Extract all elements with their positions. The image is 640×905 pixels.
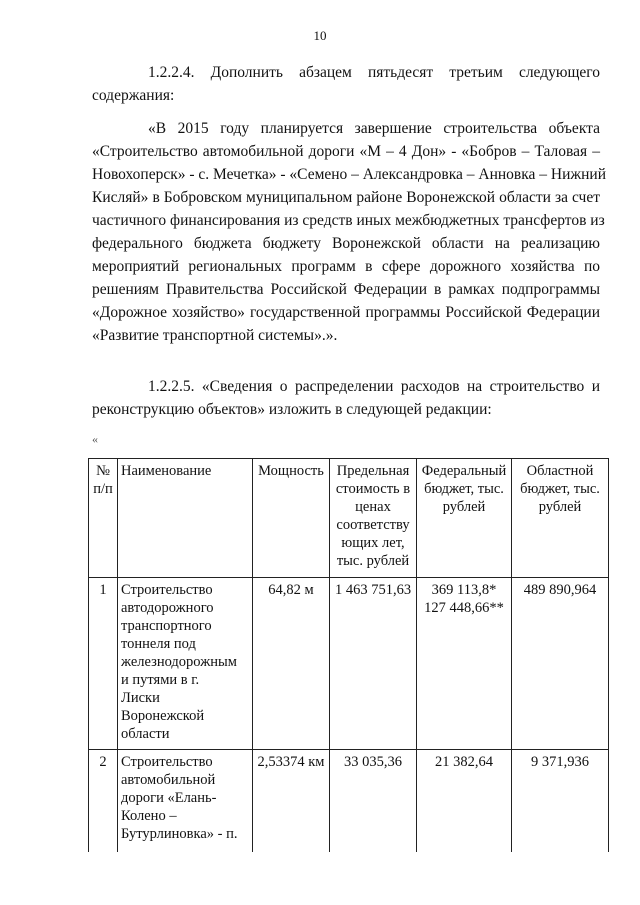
header-price: Предельная стоимость в ценах соответству ющих лет, тыс. рублей: [330, 459, 417, 578]
text-line: «В 2015 году планируется завершение строительства объекта: [148, 120, 600, 137]
text-line: 1.2.2.4. Дополнить абзацем пятьдесят третьим следующего: [148, 64, 600, 81]
open-quote-mark: «: [92, 432, 98, 446]
expenditure-table: [88, 458, 609, 852]
header-capacity: Мощность: [253, 459, 330, 578]
cell-federal: 21 382,64: [417, 750, 512, 853]
text-line: федерального бюджета бюджету Воронежской области на реализацию: [92, 235, 600, 252]
cell-regional: 489 890,964: [512, 578, 609, 750]
table-row: [89, 750, 609, 853]
text-line: решениям Правительства Российской Федерации в рамках подпрограммы: [92, 281, 600, 298]
cell-name: Строительство автомобильной дороги «Елань- Колено – Бутурлиновка» - п.: [118, 750, 253, 853]
header-name: Наименование: [118, 459, 253, 578]
page-number: 10: [313, 28, 327, 43]
table-row: [89, 578, 609, 750]
cell-price: 1 463 751,63: [330, 578, 417, 750]
table-header-row: [89, 459, 609, 578]
text-line: «Строительство автомобильной дороги «М – 4 Дон» - «Бобров – Таловая –: [92, 143, 600, 160]
cell-num: 1: [89, 578, 118, 750]
text-line: Новохоперск» - с. Мечетка» - «Семено – Александровка – Анновка – Нижний: [92, 166, 606, 183]
text-line: «Развитие транспортной системы».».: [92, 327, 338, 344]
cell-federal: 369 113,8* 127 448,66**: [417, 578, 512, 750]
text-line: 1.2.2.5. «Сведения о распределении расходов на строительство и: [148, 378, 600, 395]
text-line: «Дорожное хозяйство» государственной программы Российской Федерации: [92, 304, 600, 321]
text-line: содержания:: [92, 87, 175, 104]
header-regional: Областной бюджет, тыс. рублей: [512, 459, 609, 578]
text-line: реконструкцию объектов» изложить в следующей редакции:: [92, 401, 492, 418]
quote-paragraph: [92, 117, 606, 347]
cell-capacity: 64,82 м: [253, 578, 330, 750]
cell-name: Строительство автодорожного транспортного тоннеля под железнодорожным и путями в г. Лиски Воронежской области: [118, 578, 253, 750]
header-federal: Федеральный бюджет, тыс. рублей: [417, 459, 512, 578]
cell-capacity: 2,53374 км: [253, 750, 330, 853]
cell-num: 2: [89, 750, 118, 853]
section-1-2-2-5: [92, 375, 600, 421]
text-line: частичного финансирования из средств иных межбюджетных трансфертов из: [92, 212, 605, 229]
text-line: Кисляй» в Бобровском муниципальном районе Воронежской области за счет: [92, 189, 600, 206]
cell-price: 33 035,36: [330, 750, 417, 853]
header-num: № п/п: [89, 459, 118, 578]
cell-regional: 9 371,936: [512, 750, 609, 853]
text-line: мероприятий региональных программ в сфере дорожного хозяйства по: [92, 258, 600, 275]
section-1-2-2-4: [92, 61, 600, 107]
